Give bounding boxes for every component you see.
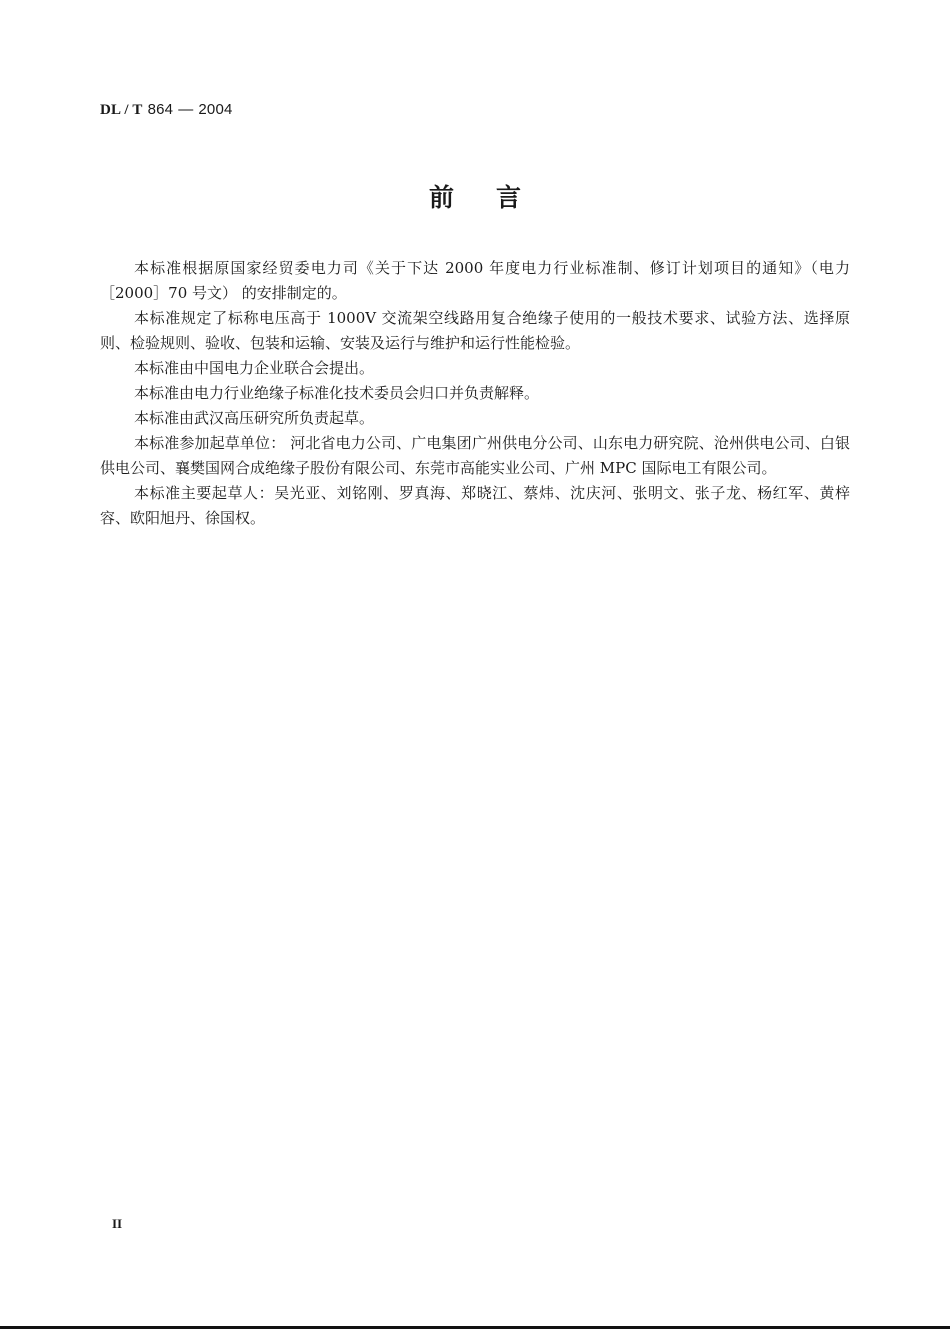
page-title: 前言 [428, 183, 563, 212]
paragraph-scope: 本标准规定了标称电压高于 1000V 交流架空线路用复合绝缘子使用的一般技术要求、试验方法、选择原则、检验规则、验收、包装和运输、安装及运行与维护和运行性能检验。 [100, 309, 850, 352]
bottom-rule [0, 1326, 950, 1329]
paragraph-drafting-unit: 本标准由武汉高压研究所负责起草。 [134, 409, 375, 427]
standard-code-year: 2004 [198, 101, 233, 118]
paragraph-plan-source: 本标准根据原国家经贸委电力司《关于下达 2000 年度电力行业标准制、修订计划项目的通知》（电力［2000］70 号文） 的安排制定的。 [100, 259, 850, 302]
standard-code-number: 864 [147, 101, 174, 118]
paragraph-interpretation: 本标准由电力行业绝缘子标准化技术委员会归口并负责解释。 [134, 384, 540, 402]
paragraph-main-drafters: 本标准主要起草人：吴光亚、刘铭刚、罗真海、郑晓江、蔡炜、沈庆河、张明文、张子龙、杨红军、黄梓容、欧阳旭丹、徐国权。 [100, 484, 850, 527]
paragraph-proposer: 本标准由中国电力企业联合会提出。 [134, 359, 375, 377]
standard-code-separator: — [178, 101, 194, 118]
standard-code-prefix: DL / T [100, 102, 143, 118]
page-number: II [112, 1216, 123, 1231]
foreword-body [100, 256, 850, 531]
paragraph-participating-units: 本标准参加起草单位： 河北省电力公司、广电集团广州供电分公司、山东电力研究院、沧州供电公司、白银供电公司、襄樊国网合成绝缘子股份有限公司、东莞市高能实业公司、广州 MPC 国际电工有限公司。 [100, 434, 850, 477]
standard-code [100, 100, 233, 119]
